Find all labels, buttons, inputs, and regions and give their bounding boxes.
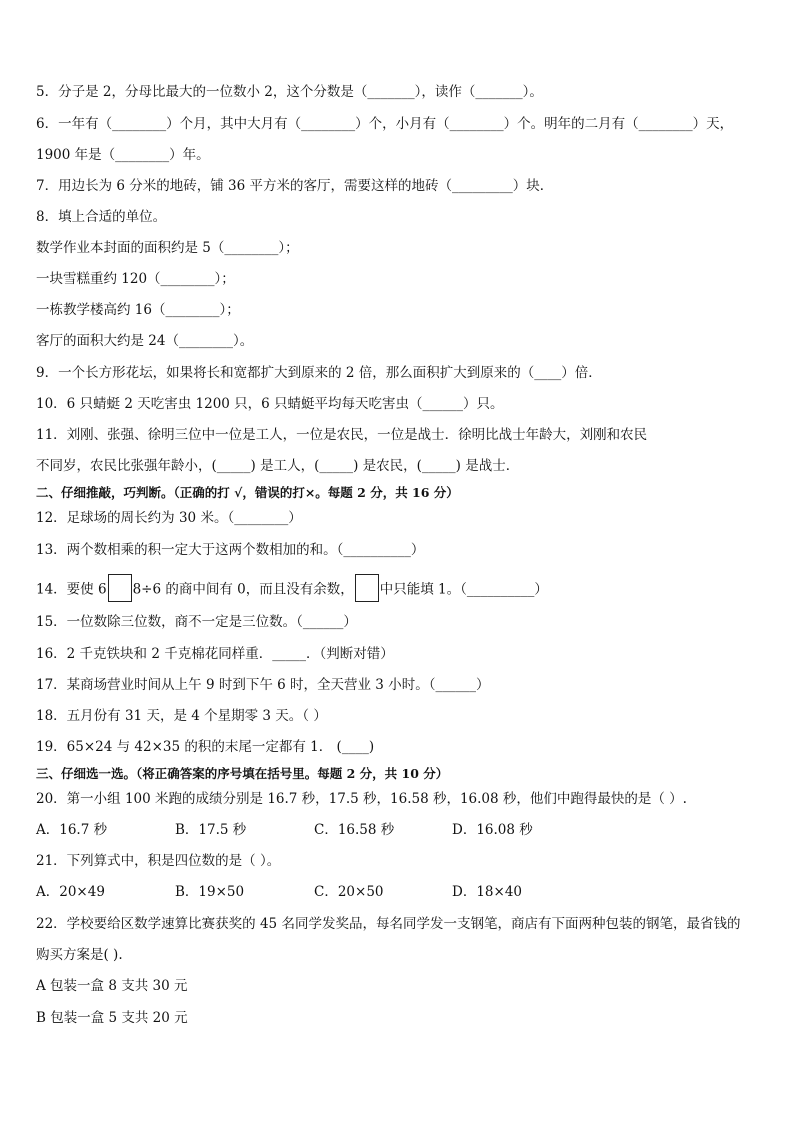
question-16: 16．2 千克铁块和 2 千克棉花同样重．_____．（判断对错） xyxy=(36,646,394,662)
blank-box-2[interactable] xyxy=(355,574,379,602)
question-6-line-1: 6．一年有（________）个月，其中大月有（________）个，小月有（________）个。明年的二月有（________）天， xyxy=(36,116,734,132)
question-10: 10．6 只蜻蜓 2 天吃害虫 1200 只，6 只蜻蜓平均每天吃害虫（______）只。 xyxy=(36,396,504,412)
question-14-text-3: 中只能填 1。（__________） xyxy=(379,581,548,598)
question-22-option-a: A 包装一盒 8 支共 30 元 xyxy=(36,978,188,994)
question-9: 9．一个长方形花坛，如果将长和宽都扩大到原来的 2 倍，那么面积扩大到原来的（____）倍． xyxy=(36,365,602,381)
question-11-line-2: 不同岁，农民比张强年龄小，(_____) 是工人，(_____) 是农民，(_____) 是战士． xyxy=(36,458,520,474)
question-8-item-b: 一块雪糕重约 120（________）； xyxy=(36,271,235,287)
question-17: 17．某商场营业时间从上午 9 时到下午 6 时，全天营业 3 小时。（______） xyxy=(36,677,490,693)
question-5: 5．分子是 2，分母比最大的一位数小 2，这个分数是（_______），读作（_______）。 xyxy=(36,84,543,100)
question-8: 8．填上合适的单位。 xyxy=(36,209,167,225)
section-2-heading: 二、仔细推敲，巧判断。（正确的打 √，错误的打×。每题 2 分，共 16 分） xyxy=(36,485,459,500)
question-14 xyxy=(36,576,548,604)
question-22-line-2: 购买方案是( ). xyxy=(36,947,123,963)
option-a[interactable]: A．20×49 xyxy=(36,884,105,900)
question-13: 13．两个数相乘的积一定大于这两个数相加的和。（__________） xyxy=(36,542,425,558)
option-d[interactable]: D．18×40 xyxy=(452,884,522,900)
question-6-line-2: 1900 年是（________）年。 xyxy=(36,147,210,163)
option-c[interactable]: C．20×50 xyxy=(314,884,384,900)
option-d[interactable]: D．16.08 秒 xyxy=(452,822,533,838)
question-8-item-a: 数学作业本封面的面积约是 5（________）； xyxy=(36,240,299,256)
question-20: 20．第一小组 100 米跑的成绩分别是 16.7 秒，17.5 秒，16.58 秒，16.08 秒，他们中跑得最快的是（ ）. xyxy=(36,791,687,807)
question-18: 18．五月份有 31 天，是 4 个星期零 3 天。（ ） xyxy=(36,708,327,724)
option-a[interactable]: A．16.7 秒 xyxy=(36,822,108,838)
question-14-text-2: 8÷6 的商中间有 0，而且没有余数， xyxy=(132,581,354,598)
section-3-heading: 三、仔细选一选。（将正确答案的序号填在括号里。每题 2 分，共 10 分） xyxy=(36,766,449,781)
question-8-item-c: 一栋教学楼高约 16（________）； xyxy=(36,302,240,318)
question-8-item-d: 客厅的面积大约是 24（________）。 xyxy=(36,333,254,349)
question-12: 12．足球场的周长约为 30 米。（________） xyxy=(36,510,302,526)
question-11-line-1: 11．刘刚、张强、徐明三位中一位是工人，一位是农民，一位是战士．徐明比战士年龄大，刘刚和农民 xyxy=(36,427,648,443)
question-19: 19．65×24 与 42×35 的积的末尾一定都有 1． (____) xyxy=(36,739,375,755)
blank-box-1[interactable] xyxy=(108,574,132,602)
question-22-option-b: B 包装一盒 5 支共 20 元 xyxy=(36,1010,188,1026)
option-b[interactable]: B．19×50 xyxy=(175,884,245,900)
question-7: 7．用边长为 6 分米的地砖，铺 36 平方米的客厅，需要这样的地砖（_________）块． xyxy=(36,178,554,194)
question-14-text-1: 14．要使 6 xyxy=(36,581,107,598)
question-22-line-1: 22．学校要给区数学速算比赛获奖的 45 名同学发奖品，每名同学发一支钢笔，商店有下面两种包装的钢笔，最省钱的 xyxy=(36,916,741,932)
question-15: 15．一位数除三位数，商不一定是三位数。（______） xyxy=(36,614,357,630)
option-b[interactable]: B．17.5 秒 xyxy=(175,822,247,838)
option-c[interactable]: C．16.58 秒 xyxy=(314,822,395,838)
question-21: 21．下列算式中，积是四位数的是（ ）。 xyxy=(36,853,281,869)
